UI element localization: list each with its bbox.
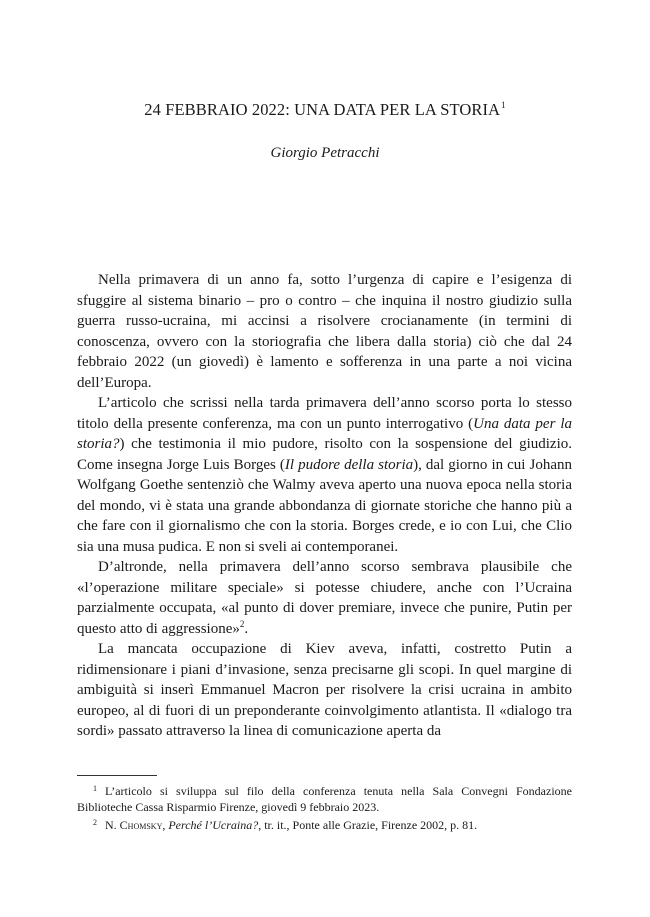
- paragraph-text: Nella primavera di un anno fa, sotto l’urgenza di capire e l’esigenza di sfuggire al sistema binario – pro o contro – che inquina il nostro giudizio sulla guerra russo-ucraina, mi accinsi a risolvere crocianamente (in termini di conoscenza, ovvero con la storiografia che libera dalla storia) ciò che dal 24 febbraio 2022 (un giovedì) è lamento e sofferenza in una parte a noi vicina dell’Europa.: [77, 272, 572, 391]
- article-body: [77, 270, 572, 742]
- paragraph-2: [77, 393, 572, 557]
- footnote-book-title: Perché l’Ucraina?: [168, 818, 259, 832]
- paragraph-4: [77, 639, 572, 742]
- article-title: [0, 100, 650, 120]
- italic-title: Il pudore della storia: [284, 456, 414, 473]
- paragraph-text: D’altronde, nella primavera dell’anno scorso sembrava plausibile che «l’operazione militare speciale» si potesse chiudere, anche con l’Ucraina parzialmente occupata, «al punto di dover premiare, invece che punire, Putin per questo atto di aggressione»: [77, 559, 572, 637]
- paragraph-text: L’articolo che scrissi nella tarda primavera dell’anno scorso porta lo stesso titolo della presente conferenza, ma con un punto interrogativo (: [77, 395, 572, 432]
- paragraph-3: [77, 557, 572, 639]
- footnote-ref[interactable]: 2: [239, 618, 245, 629]
- italic-title: Una data per la storia?: [77, 415, 572, 452]
- footnote-number: 2: [93, 818, 97, 827]
- paragraph-text: ) che testimonia il mio pudore, risolto con la sospensione del giudizio. Come insegna Jorge Luis Borges (: [77, 436, 572, 473]
- footnotes: [77, 781, 572, 833]
- footnote-number: 1: [93, 784, 97, 793]
- footnote-text: , tr. it., Ponte alle Grazie, Firenze 2002, p. 81.: [258, 818, 478, 832]
- paragraph-text: La mancata occupazione di Kiev aveva, infatti, costretto Putin a ridimensionare i piani d’invasione, senza precisarne gli scopi. In quel margine di ambiguità si inserì Emmanuel Macron per risolvere la crisi ucraina in ambito europeo, al di fuori di un preponderante coinvolgimento atlantista. Il «dialogo tra sordi» passato attraverso la linea di comunicazione aperta da: [77, 641, 572, 739]
- title-text: 24 FEBBRAIO 2022: UNA DATA PER LA STORIA: [144, 100, 501, 119]
- footnote-1: [77, 781, 572, 815]
- paragraph-1: [77, 270, 572, 393]
- paragraph-text: .: [244, 620, 249, 637]
- footnote-2: [77, 815, 572, 833]
- footnote-text: L’articolo si sviluppa sul filo della conferenza tenuta nella Sala Convegni Fondazione Biblioteche Cassa Risparmio Firenze, giovedì 9 febbraio 2023.: [77, 784, 572, 814]
- footnote-separator-text: ,: [162, 818, 169, 832]
- paragraph-text: ), dal giorno in cui Johann Wolfgang Goethe sentenziò che Walmy aveva aperto una nuova epoca nella storia del mondo, vi è stata una grande abbondanza di giornate storiche che hanno più a che fare con il giornalismo che con la storia. Borges crede, e io con Lui, che Clio sia una musa pudica. E non si sveli ai contemporanei.: [77, 456, 572, 555]
- title-footnote-ref[interactable]: 1: [501, 100, 506, 110]
- footnote-separator: [77, 775, 157, 776]
- footnote-author: N. Chomsky: [105, 818, 163, 832]
- author-name: Giorgio Petracchi: [270, 145, 380, 161]
